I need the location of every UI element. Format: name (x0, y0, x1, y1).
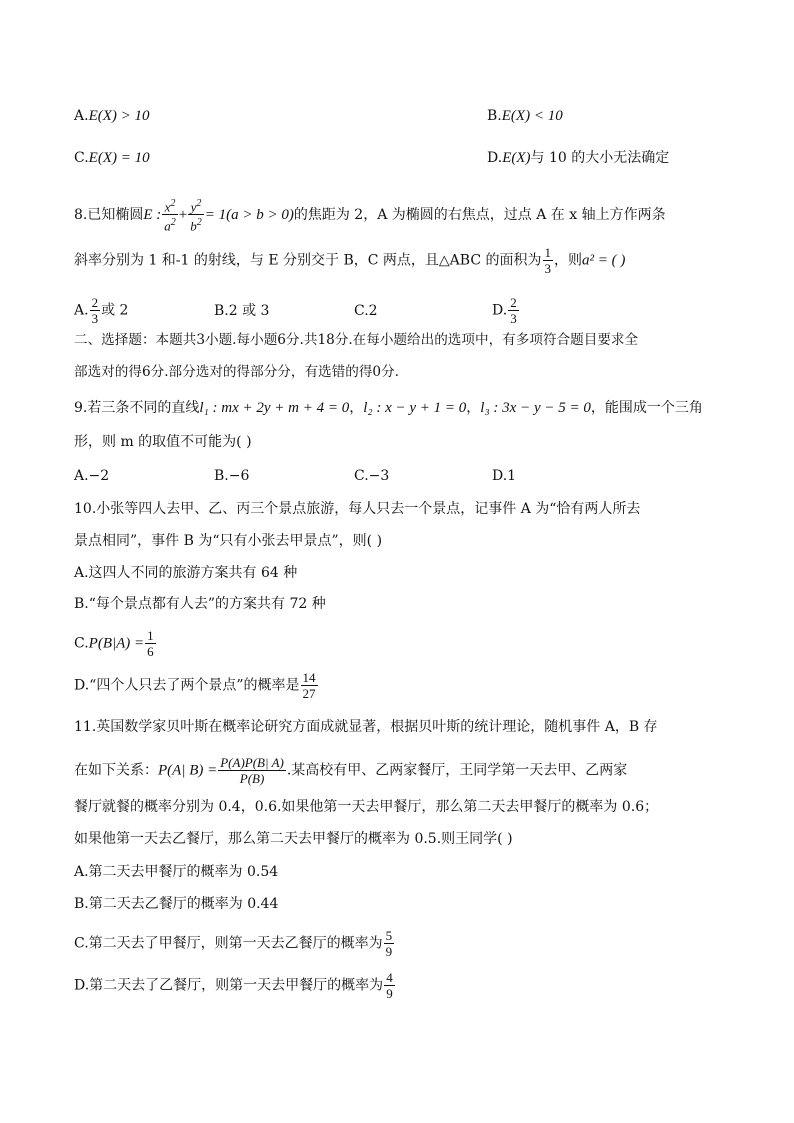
q11-line-2: 在如下关系：P(A| B) = $\frac{P(A)P(B| A)}{P(B)}$ .某高校有甲、乙两家餐厅，王同学第一天去甲、乙两家 (74, 755, 628, 786)
q9-option-d: D.1 (492, 468, 517, 484)
q8-line-1: 8.已知椭圆E : $\frac{x^2}{a^2}$ + $\frac{y^2}{b^2}$ = 1(a > b > 0)的焦距为 2，A 为椭圆的右焦点，过点 A 在 x 轴上方作两条 (74, 198, 666, 234)
q9-line-l3: l₃ : 3x − y − 5 = 0 (480, 400, 591, 416)
q9-options (74, 466, 516, 486)
q10-line-1: 10.小张等四人去甲、乙、丙三个景点旅游，每人只去一个景点，记事件 A 为“恰有两人所去 (74, 501, 641, 517)
q8-area-fraction: $\frac{1}{3}$ (544, 245, 552, 276)
q7-option-b: B.E(X) < 10 (487, 108, 563, 124)
q8-option-c: C.2 (354, 302, 378, 319)
q11-option-b: B.第二天去乙餐厅的概率为 0.44 (74, 896, 279, 912)
q8-x-fraction: $\frac{x^2}{a^2}$ (164, 198, 176, 234)
q9-option-a: A.−2 (74, 468, 110, 484)
q9-line-2: 形，则 m 的取值不可能为( ) (74, 434, 252, 450)
q9-line-l2: l₂ : x − y + 1 = 0 (363, 400, 467, 416)
q7-option-b-math: E(X) < 10 (501, 108, 563, 124)
q7-option-a-math: E(X) > 10 (88, 108, 150, 124)
q8-option-b: B.2 或 3 (214, 302, 270, 319)
q11-option-d: D.第二天去了乙餐厅，则第一天去甲餐厅的概率为 $\frac{4}{9}$ (74, 970, 393, 1001)
section2-line-2: 部选对的得6分.部分选对的得部分分，有选错的得0分. (74, 364, 400, 380)
q10-option-d: D.“四个人只去了两个景点”的概率是 $\frac{14}{27}$ (74, 670, 316, 701)
q8-y-fraction: $\frac{y^2}{b^2}$ (190, 198, 202, 234)
q10-line-2: 景点相同”，事件 B 为“只有小张去甲景点”，则( ) (74, 533, 383, 549)
q8-option-a: A. $\frac{2}{3}$ 或 2 (74, 295, 129, 326)
q11-line-1: 11.英国数学家贝叶斯在概率论研究方面成就显著，根据贝叶斯的统计理论，随机事件 A，B 存 (74, 719, 658, 735)
q9-option-b: B.−6 (214, 468, 250, 484)
q7-option-c: C.E(X) = 10 (74, 150, 150, 166)
q7-option-a: A.E(X) > 10 (74, 108, 150, 124)
q10-option-a: A.这四人不同的旅游方案共有 64 种 (74, 565, 298, 581)
section2-line-1: 二、选择题：本题共3小题.每小题6分.共18分.在每小题给出的选项中，有多项符合题目要求全 (74, 332, 639, 348)
q7-option-d: D.E(X)与 10 的大小无法确定 (487, 150, 670, 166)
q8-options (74, 295, 520, 326)
q9-line-l1: l₁ : mx + 2y + m + 4 = 0 (199, 400, 350, 416)
q11-option-c: C.第二天去了甲餐厅，则第一天去乙餐厅的概率为 $\frac{5}{9}$ (74, 928, 393, 959)
q11-line-4: 如果他第一天去乙餐厅，那么第二天去甲餐厅的概率为 0.5.则王同学( ) (74, 831, 513, 847)
q9-line-1: 9.若三条不同的直线l₁ : mx + 2y + m + 4 = 0，l₂ : x − y + 1 = 0，l₃ : 3x − y − 5 = 0，能围成一个三角 (74, 400, 703, 416)
q11-bayes-fraction: $\frac{P(A)P(B| A)}{P(B)}$ (220, 755, 284, 786)
q11-option-a: A.第二天去甲餐厅的概率为 0.54 (74, 864, 279, 880)
q8-option-d: D. $\frac{2}{3}$ (492, 295, 517, 326)
q11-bayes-lhs: P(A| B) = (158, 762, 218, 779)
q10-option-b: B.“每个景点都有人去”的方案共有 72 种 (74, 596, 326, 612)
q10-option-c: C.P(B|A) = $\frac{1}{6}$ (74, 628, 154, 659)
q7-option-d-math: E(X) (502, 150, 531, 166)
q9-option-c: C.−3 (354, 468, 390, 484)
q8-line-2: 斜率分别为 1 和-1 的射线，与 E 分别交于 B，C 两点，且△ABC 的面积为 $\frac{1}{3}$ ，则a² = ( ) (74, 245, 626, 276)
q7-option-c-math: E(X) = 10 (88, 150, 150, 166)
q11-line-3: 餐厅就餐的概率分别为 0.4，0.6.如果他第一天去甲餐厅，那么第二天去甲餐厅的概率为 0.6； (74, 799, 659, 815)
